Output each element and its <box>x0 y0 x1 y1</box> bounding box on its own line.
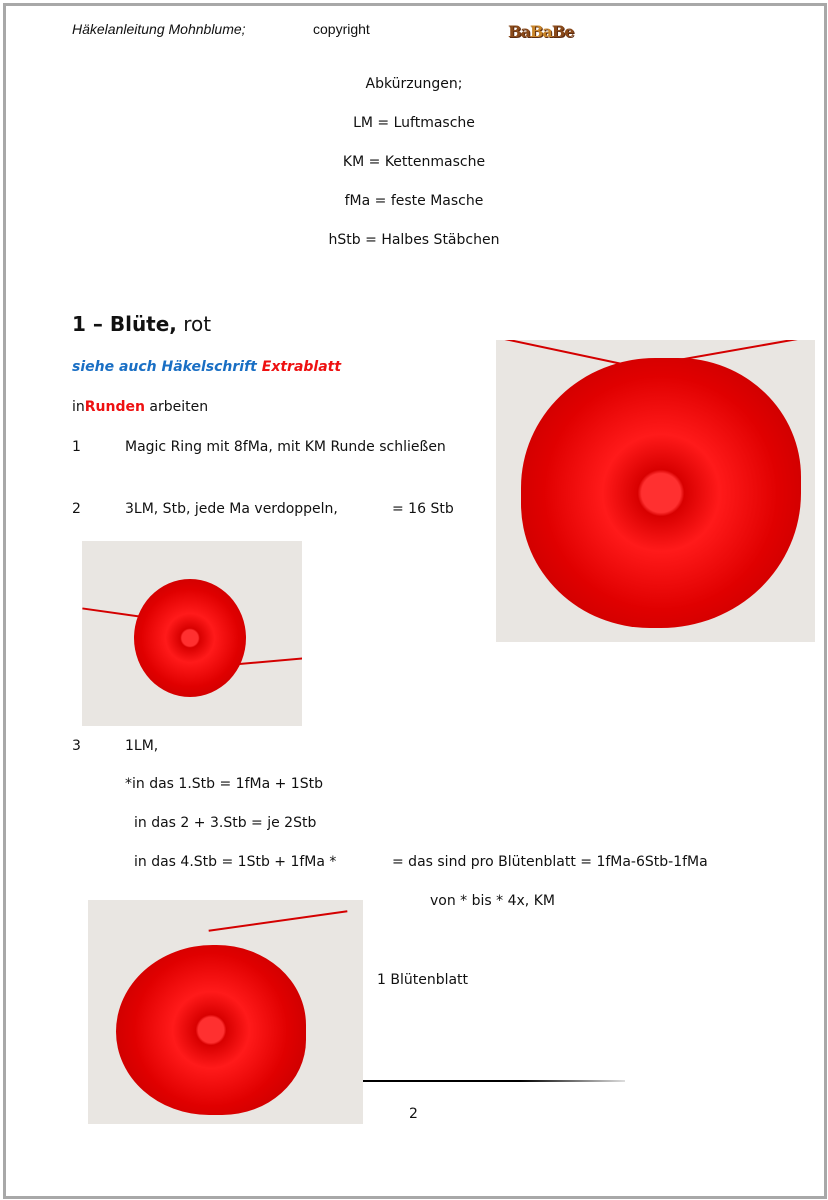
abbreviation-item: fMa = feste Masche <box>344 193 484 209</box>
see-also-line <box>72 359 341 375</box>
rounds-line <box>72 399 208 415</box>
rounds-pre: in <box>72 399 85 415</box>
babab-logo: BaBaBe <box>508 22 574 41</box>
step3-result: = das sind pro Blütenblatt = 1fMa-6Stb-1fMa <box>392 854 708 870</box>
section-color: rot <box>183 312 212 336</box>
footer-divider <box>363 1080 625 1082</box>
step-number: 1 <box>72 439 81 455</box>
document-title: Häkelanleitung Mohnblume; <box>72 21 246 37</box>
step3-line: in das 4.Stb = 1Stb + 1fMa * <box>134 854 337 870</box>
round-2-photo <box>82 541 302 726</box>
petal-photo <box>88 900 363 1124</box>
abbreviation-item: LM = Luftmasche <box>353 115 475 131</box>
copyright-label: copyright <box>313 21 370 37</box>
step3-line: in das 2 + 3.Stb = je 2Stb <box>134 815 317 831</box>
rounds-post: arbeiten <box>149 399 209 415</box>
photo-caption: 1 Blütenblatt <box>377 972 469 988</box>
section-heading <box>72 312 211 336</box>
step-text: 1LM, <box>125 738 159 754</box>
abbreviation-item: hStb = Halbes Stäbchen <box>328 232 500 248</box>
step3-line: *in das 1.Stb = 1fMa + 1Stb <box>125 776 323 792</box>
section-number: 1 – Blüte, <box>72 312 177 336</box>
step-number: 3 <box>72 738 81 754</box>
step-text: 3LM, Stb, jede Ma verdoppeln, <box>125 501 338 517</box>
step-result: = 16 Stb <box>392 501 454 517</box>
page-number: 2 <box>409 1106 418 1122</box>
step-text: Magic Ring mit 8fMa, mit KM Runde schließen <box>125 439 446 455</box>
rounds-word: Runden <box>84 399 145 415</box>
abbreviation-item: KM = Kettenmasche <box>342 154 486 170</box>
poppy-flower-photo <box>496 340 815 642</box>
see-also-text: siehe auch Häkelschrift <box>72 359 257 375</box>
extrablatt-link: Extrablatt <box>261 359 342 375</box>
step3-repeat: von * bis * 4x, KM <box>430 893 555 909</box>
step-number: 2 <box>72 501 81 517</box>
abbreviations-title: Abkürzungen; <box>365 76 463 92</box>
